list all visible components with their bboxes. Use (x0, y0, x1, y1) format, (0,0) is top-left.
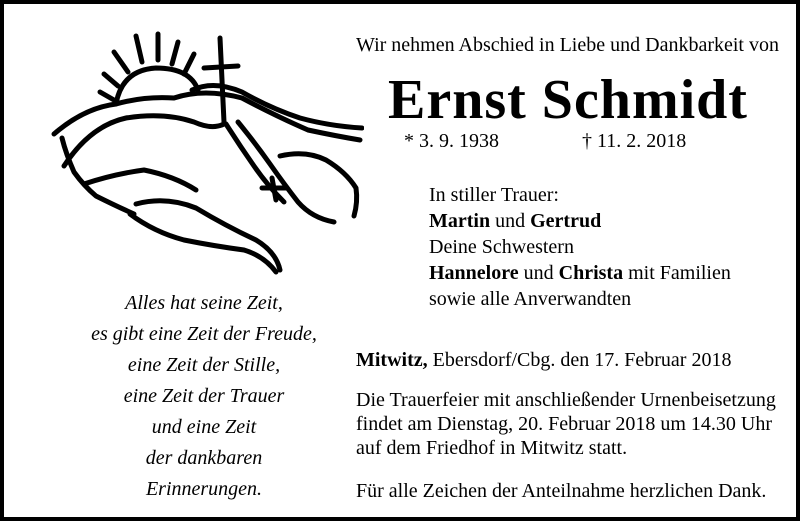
poem-line: Erinnerungen. (145, 478, 263, 500)
death-date: † 11. 2. 2018 (582, 130, 687, 152)
poem-line: Alles hat seine Zeit, (125, 292, 283, 314)
mourner-suffix: mit Familien (623, 262, 731, 284)
mourner-name: Gertrud (530, 210, 602, 232)
mourner-name: Martin (429, 210, 491, 232)
birth-date: * 3. 9. 1938 (404, 130, 499, 152)
mourners-line (429, 208, 731, 234)
poem-line: es gibt eine Zeit der Freude, (91, 323, 317, 345)
mourners-line: Deine Schwestern (429, 236, 574, 258)
mourners-line (429, 260, 731, 286)
thanks-line: Für alle Zeichen der Anteilnahme herzlichen Dank. (356, 480, 767, 502)
mourners-block (429, 182, 731, 312)
mourner-joiner: und (490, 210, 531, 232)
mourners-line: sowie alle Anverwandten (429, 288, 632, 310)
mourner-name: Hannelore (429, 262, 519, 284)
ceremony-line: findet am Dienstag, 20. Februar 2018 um 14.30 Uhr (356, 413, 773, 435)
poem-line: und eine Zeit (151, 416, 257, 438)
poem-line: eine Zeit der Trauer (123, 385, 285, 407)
deceased-name: Ernst Schmidt (388, 69, 748, 131)
place-date-rest: Ebersdorf/Cbg. den 17. Februar 2018 (427, 349, 732, 371)
ceremony-line: Die Trauerfeier mit anschließender Urnenbeisetzung (356, 389, 776, 411)
ceremony-info (356, 388, 776, 460)
mourner-joiner: und (518, 262, 559, 284)
intro-line: Wir nehmen Abschied in Liebe und Dankbarkeit von (356, 34, 779, 56)
poem-line: eine Zeit der Stille, (127, 354, 281, 376)
poem (44, 288, 364, 505)
mourners-heading: In stiller Trauer: (429, 184, 559, 206)
sunset-hills-cross-icon (44, 26, 364, 286)
place-date (356, 349, 731, 372)
poem-line: der dankbaren (145, 447, 263, 469)
mourner-name: Christa (558, 262, 624, 284)
ceremony-line: auf dem Friedhof in Mitwitz statt. (356, 437, 628, 459)
place-name: Mitwitz, (356, 349, 428, 371)
